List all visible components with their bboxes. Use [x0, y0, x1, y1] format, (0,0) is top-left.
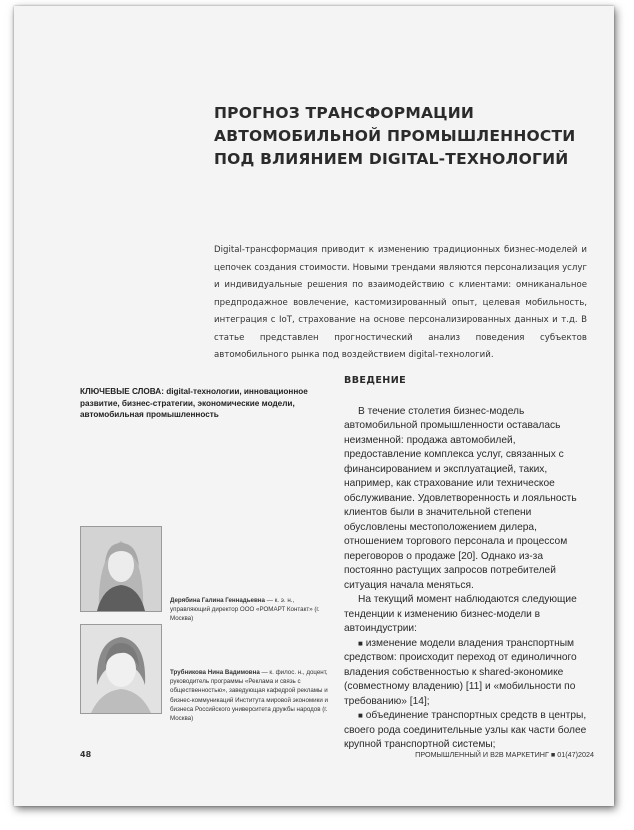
section-heading: ВВЕДЕНИЕ: [344, 375, 407, 386]
title-line-3: ПОД ВЛИЯНИЕМ DIGITAL-ТЕХНОЛОГИЙ: [214, 150, 569, 168]
journal-footer: [414, 750, 594, 759]
bullet-item-1: [344, 637, 594, 710]
intro-paragraph-2: На текущий момент наблюдаются следующие тенденции к изменению бизнес-модели в автоиндустрии:: [344, 594, 577, 634]
page-number: 48: [80, 750, 92, 759]
author-1-caption: [170, 596, 330, 624]
title-line-1: ПРОГНОЗ ТРАНСФОРМАЦИИ: [214, 104, 475, 122]
author-1-name: Дерябина Галина Геннадьевна: [170, 597, 265, 604]
author-2-desc: — к. филос. н., доцент, руководитель программы «Реклама и связь с общественностью», заведующая кафедрой рекламы и бизнес-коммуникаций Института мировой экономики и бизнеса Российского университета дружбы народов (г. Москва): [170, 669, 328, 723]
author-photo-1: [80, 526, 162, 612]
introduction-section: [344, 374, 594, 753]
bullet-2-text: объединение транспортных средств в центры, своего рода соединительные узлы как части более крупной транспортной системы;: [344, 710, 587, 750]
bullet-1-text: изменение модели владения транспортным средством: происходит переход от единоличного владения собственностью к shared-экономике (совместному владению) [11] и «мобильности по требованию» [14];: [344, 637, 577, 707]
keywords-block: [80, 386, 320, 421]
keywords-label: КЛЮЧЕВЫЕ СЛОВА:: [80, 387, 164, 396]
footer-square-icon: ■: [550, 750, 556, 759]
article-title: [214, 102, 594, 171]
author-2-caption: [170, 668, 330, 723]
intro-paragraph-1: В течение столетия бизнес-модель автомобильной промышленности оставалась неизменной: продажа автомобилей, предоставление комплекса услуг, связанных с финансированием и эксплуатацией, таких, например, как страхование или техническое обслуживание. Удовлетворенность и лояльность клиентов были в значительной степени обусловлены местоположением дилера, отношением торгового персонала и процессом переговоров о продаже [20]. Однако из-за постоянно растущих запросов потребителей ситуация начала меняться.: [344, 405, 577, 591]
journal-issue: 01(47)2024: [557, 750, 594, 759]
bullet-square-icon: ■: [358, 711, 363, 720]
bullet-square-icon: ■: [358, 638, 363, 648]
journal-name: ПРОМЫШЛЕННЫЙ И B2B МАРКЕТИНГ: [415, 750, 549, 759]
author-2-name: Трубникова Нина Вадимовна: [170, 669, 260, 676]
author-1-desc: — к. э. н., управляющий директор ООО «РОМАРТ Контакт» (г. Москва): [170, 597, 320, 623]
bullet-item-2: [344, 709, 594, 753]
journal-page: [14, 6, 614, 806]
title-line-2: АВТОМОБИЛЬНОЙ ПРОМЫШЛЕННОСТИ: [214, 127, 576, 145]
keywords-text: digital-технологии, инновационное развитие, бизнес-стратегии, экономические модели, автомобильная промышленность: [80, 387, 308, 419]
author-photo-2: [80, 624, 162, 714]
article-abstract: Digital-трансформация приводит к изменению традиционных бизнес-моделей и цепочек создания стоимости. Новыми трендами являются персонализация услуг и индивидуальные решения по взаимодействию с клиентами: омниканальное предпродажное вовлечение, кастомизированный опыт, целевая мобильность, интеграция с IoT, страхование на основе персонализированных данных и т.д. В статье представлен прогностический анализ поведения субъектов автомобильного рынка под воздействием digital-технологий.: [214, 245, 587, 360]
